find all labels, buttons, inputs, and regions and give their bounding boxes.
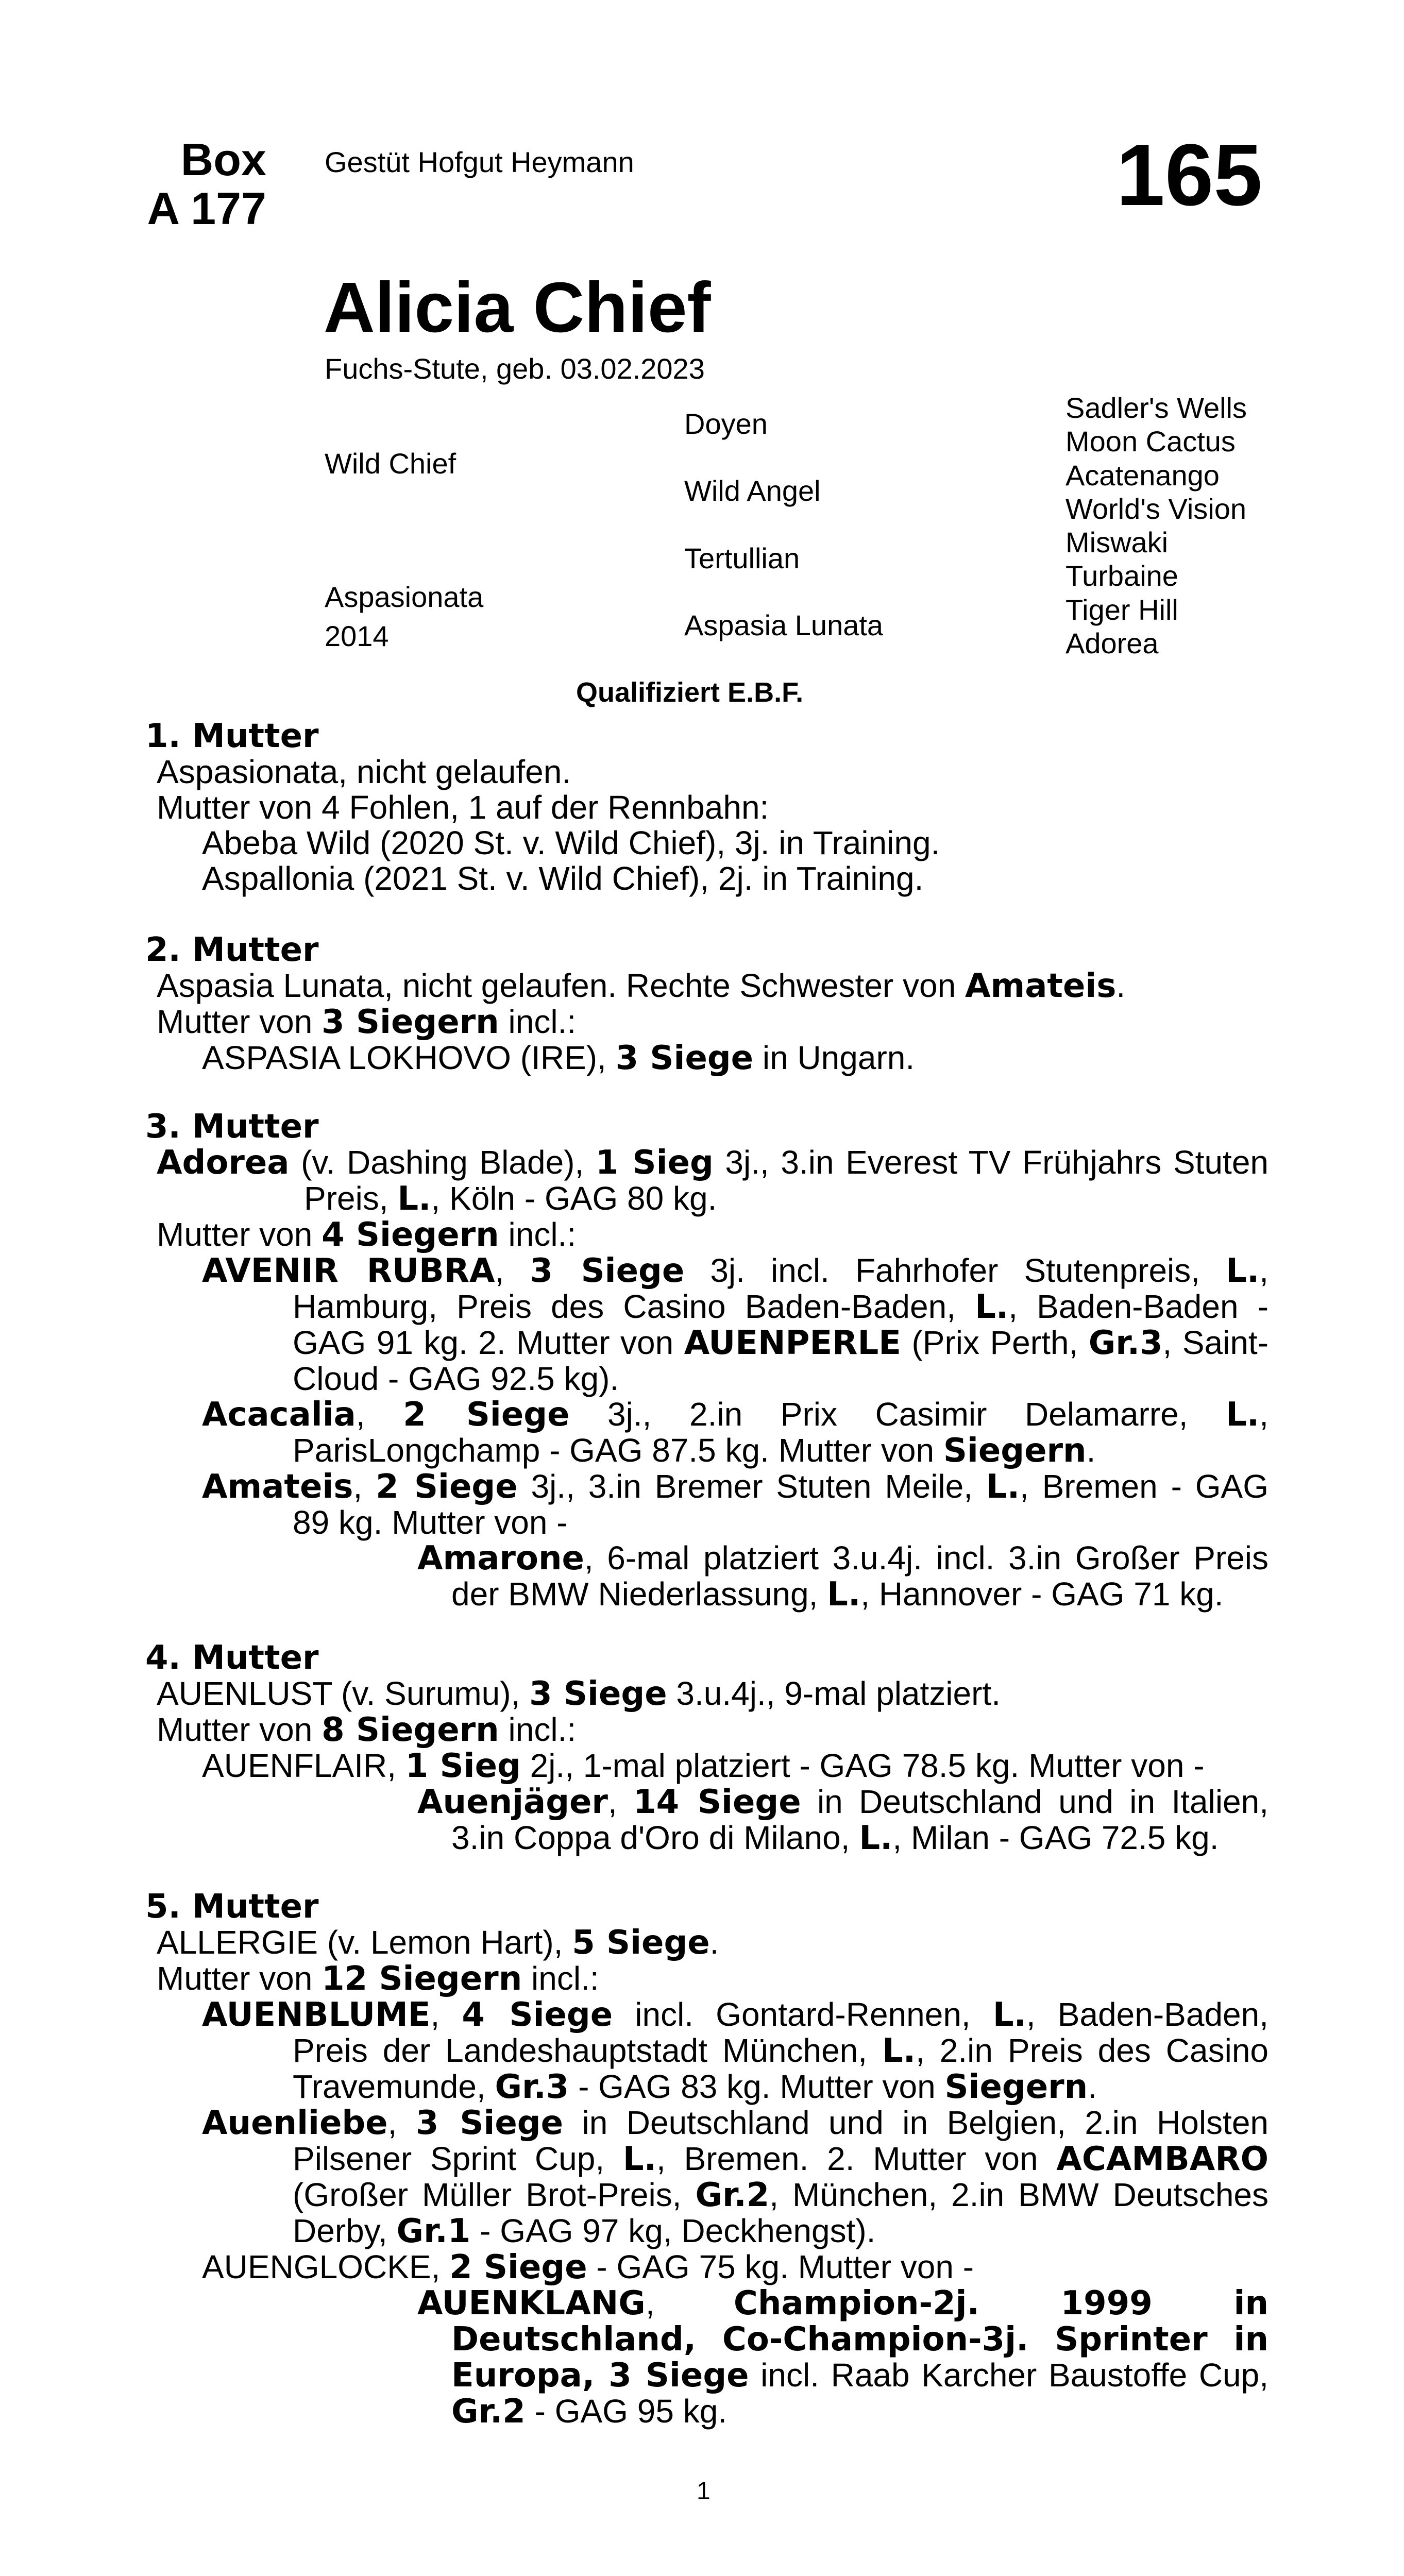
produce-summary: Mutter von 4 Siegern incl.: (157, 1216, 577, 1254)
produce-entry: AUENFLAIR, 1 Sieg 2j., 1-mal platziert - GAG 78.5 kg. Mutter von - (202, 1747, 1205, 1785)
pedigree-gen2: Wild Angel (684, 474, 821, 507)
section-heading: 5. Mutter (145, 1888, 319, 1926)
page-number: 1 (697, 2478, 711, 2505)
pedigree-gen3: Turbaine (1065, 560, 1178, 592)
produce-summary: Mutter von 8 Siegern incl.: (157, 1711, 577, 1749)
dam-line: Adorea (v. Dashing Blade), 1 Sieg 3j., 3.in Everest TV Frühjahrs Stuten Preis, L., Köln - GAG 80 kg. (157, 1144, 1269, 1218)
dam-line: Aspasia Lunata, nicht gelaufen. Rechte Schwester von Amateis. (157, 967, 1126, 1005)
produce-entry: Aspallonia (2021 St. v. Wild Chief), 2j. in Training. (202, 860, 924, 897)
section-fourth-dam (145, 1640, 1268, 1856)
pedigree-gen2: Tertullian (684, 542, 800, 574)
dam-line: Aspasionata, nicht gelaufen. (157, 753, 571, 790)
produce-entry: AVENIR RUBRA, 3 Siege 3j. incl. Fahrhofer Stutenpreis, L., Hamburg, Preis des Casino Baden-Baden, L., Baden-Baden - GAG 91 kg. 2. Mutter von AUENPERLE (Prix Perth, Gr.3, Saint-Cloud - GAG 92.5 kg). (202, 1252, 1269, 1397)
pedigree-dam-year: 2014 (325, 620, 389, 652)
produce-entry: ASPASIA LOKHOVO (IRE), 3 Siege in Ungarn. (202, 1039, 915, 1077)
pedigree-gen3: Moon Cactus (1065, 425, 1236, 457)
grandproduce-entry: Auenjäger, 14 Siege in Deutschland und in Italien, 3.in Coppa d'Oro di Milano, L., Milan - GAG 72.5 kg. (417, 1783, 1269, 1857)
section-second-dam (145, 933, 1268, 1076)
box-label (147, 135, 266, 233)
pedigree-gen3: World's Vision (1065, 493, 1246, 525)
section-fifth-dam (145, 1889, 1268, 2430)
produce-entry: Abeba Wild (2020 St. v. Wild Chief), 3j. in Training. (202, 824, 940, 861)
qualification: Qualifiziert E.B.F. (576, 677, 804, 708)
dam-line: AUENLUST (v. Surumu), 3 Siege 3.u.4j., 9-mal platziert. (157, 1675, 1001, 1713)
grandproduce-entry: Amarone, 6-mal platziert 3.u.4j. incl. 3.in Großer Preis der BMW Niederlassung, L., Hannover - GAG 71 kg. (417, 1539, 1268, 1614)
produce-summary: Mutter von 4 Fohlen, 1 auf der Rennbahn: (157, 789, 769, 826)
pedigree-gen3: Acatenango (1065, 459, 1220, 492)
box-word: Box (180, 134, 266, 185)
pedigree-gen2: Aspasia Lunata (684, 609, 884, 641)
lot-number: 165 (1116, 126, 1262, 224)
section-heading: 4. Mutter (145, 1639, 319, 1677)
dam-line: ALLERGIE (v. Lemon Hart), 5 Siege. (157, 1924, 719, 1962)
produce-entry: Amateis, 2 Siege 3j., 3.in Bremer Stuten Meile, L., Bremen - GAG 89 kg. Mutter von - (202, 1468, 1269, 1541)
produce-entry: AUENBLUME, 4 Siege incl. Gontard-Rennen, L., Baden-Baden, Preis der Landeshauptstadt München, L., 2.in Preis des Casino Travemunde, Gr.3 - GAG 83 kg. Mutter von Siegern. (202, 1996, 1269, 2106)
section-first-dam (145, 719, 1268, 896)
pedigree-dam: Aspasionata (325, 581, 484, 613)
pedigree-gen3: Miswaki (1065, 526, 1169, 558)
produce-summary: Mutter von 3 Siegern incl.: (157, 1003, 577, 1041)
pedigree-sire: Wild Chief (325, 447, 456, 480)
horse-name: Alicia Chief (324, 268, 711, 347)
produce-entry: Auenliebe, 3 Siege in Deutschland und in Belgien, 2.in Holsten Pilsener Sprint Cup, L., Bremen. 2. Mutter von ACAMBARO (Großer Müller Brot-Preis, Gr.2, München, 2.in BMW Deutsches Derby, Gr.1 - GAG 97 kg, Deckhengst). (202, 2104, 1269, 2250)
horse-description: Fuchs-Stute, geb. 03.02.2023 (325, 352, 705, 385)
box-number: A 177 (147, 183, 266, 234)
grandproduce-entry: AUENKLANG, Champion-2j. 1999 in Deutschland, Co-Champion-3j. Sprinter in Europa, 3 Siege incl. Raab Karcher Baustoffe Cup, Gr.2 - GAG 95 kg. (417, 2284, 1269, 2431)
pedigree-gen3: Sadler's Wells (1065, 392, 1247, 424)
section-third-dam (145, 1109, 1268, 1613)
produce-entry: AUENGLOCKE, 2 Siege - GAG 75 kg. Mutter von - (202, 2248, 974, 2286)
pedigree-gen2: Doyen (684, 408, 768, 440)
pedigree-gen3: Tiger Hill (1065, 594, 1178, 626)
section-heading: 1. Mutter (145, 717, 319, 755)
produce-entry: Acacalia, 2 Siege 3j., 2.in Prix Casimir Delamarre, L., ParisLongchamp - GAG 87.5 kg. Mutter von Siegern. (202, 1396, 1268, 1470)
pedigree-gen3: Adorea (1065, 627, 1159, 659)
section-heading: 2. Mutter (145, 931, 319, 969)
breeder: Gestüt Hofgut Heymann (325, 146, 634, 178)
produce-summary: Mutter von 12 Siegern incl.: (157, 1960, 599, 1998)
section-heading: 3. Mutter (145, 1108, 319, 1146)
